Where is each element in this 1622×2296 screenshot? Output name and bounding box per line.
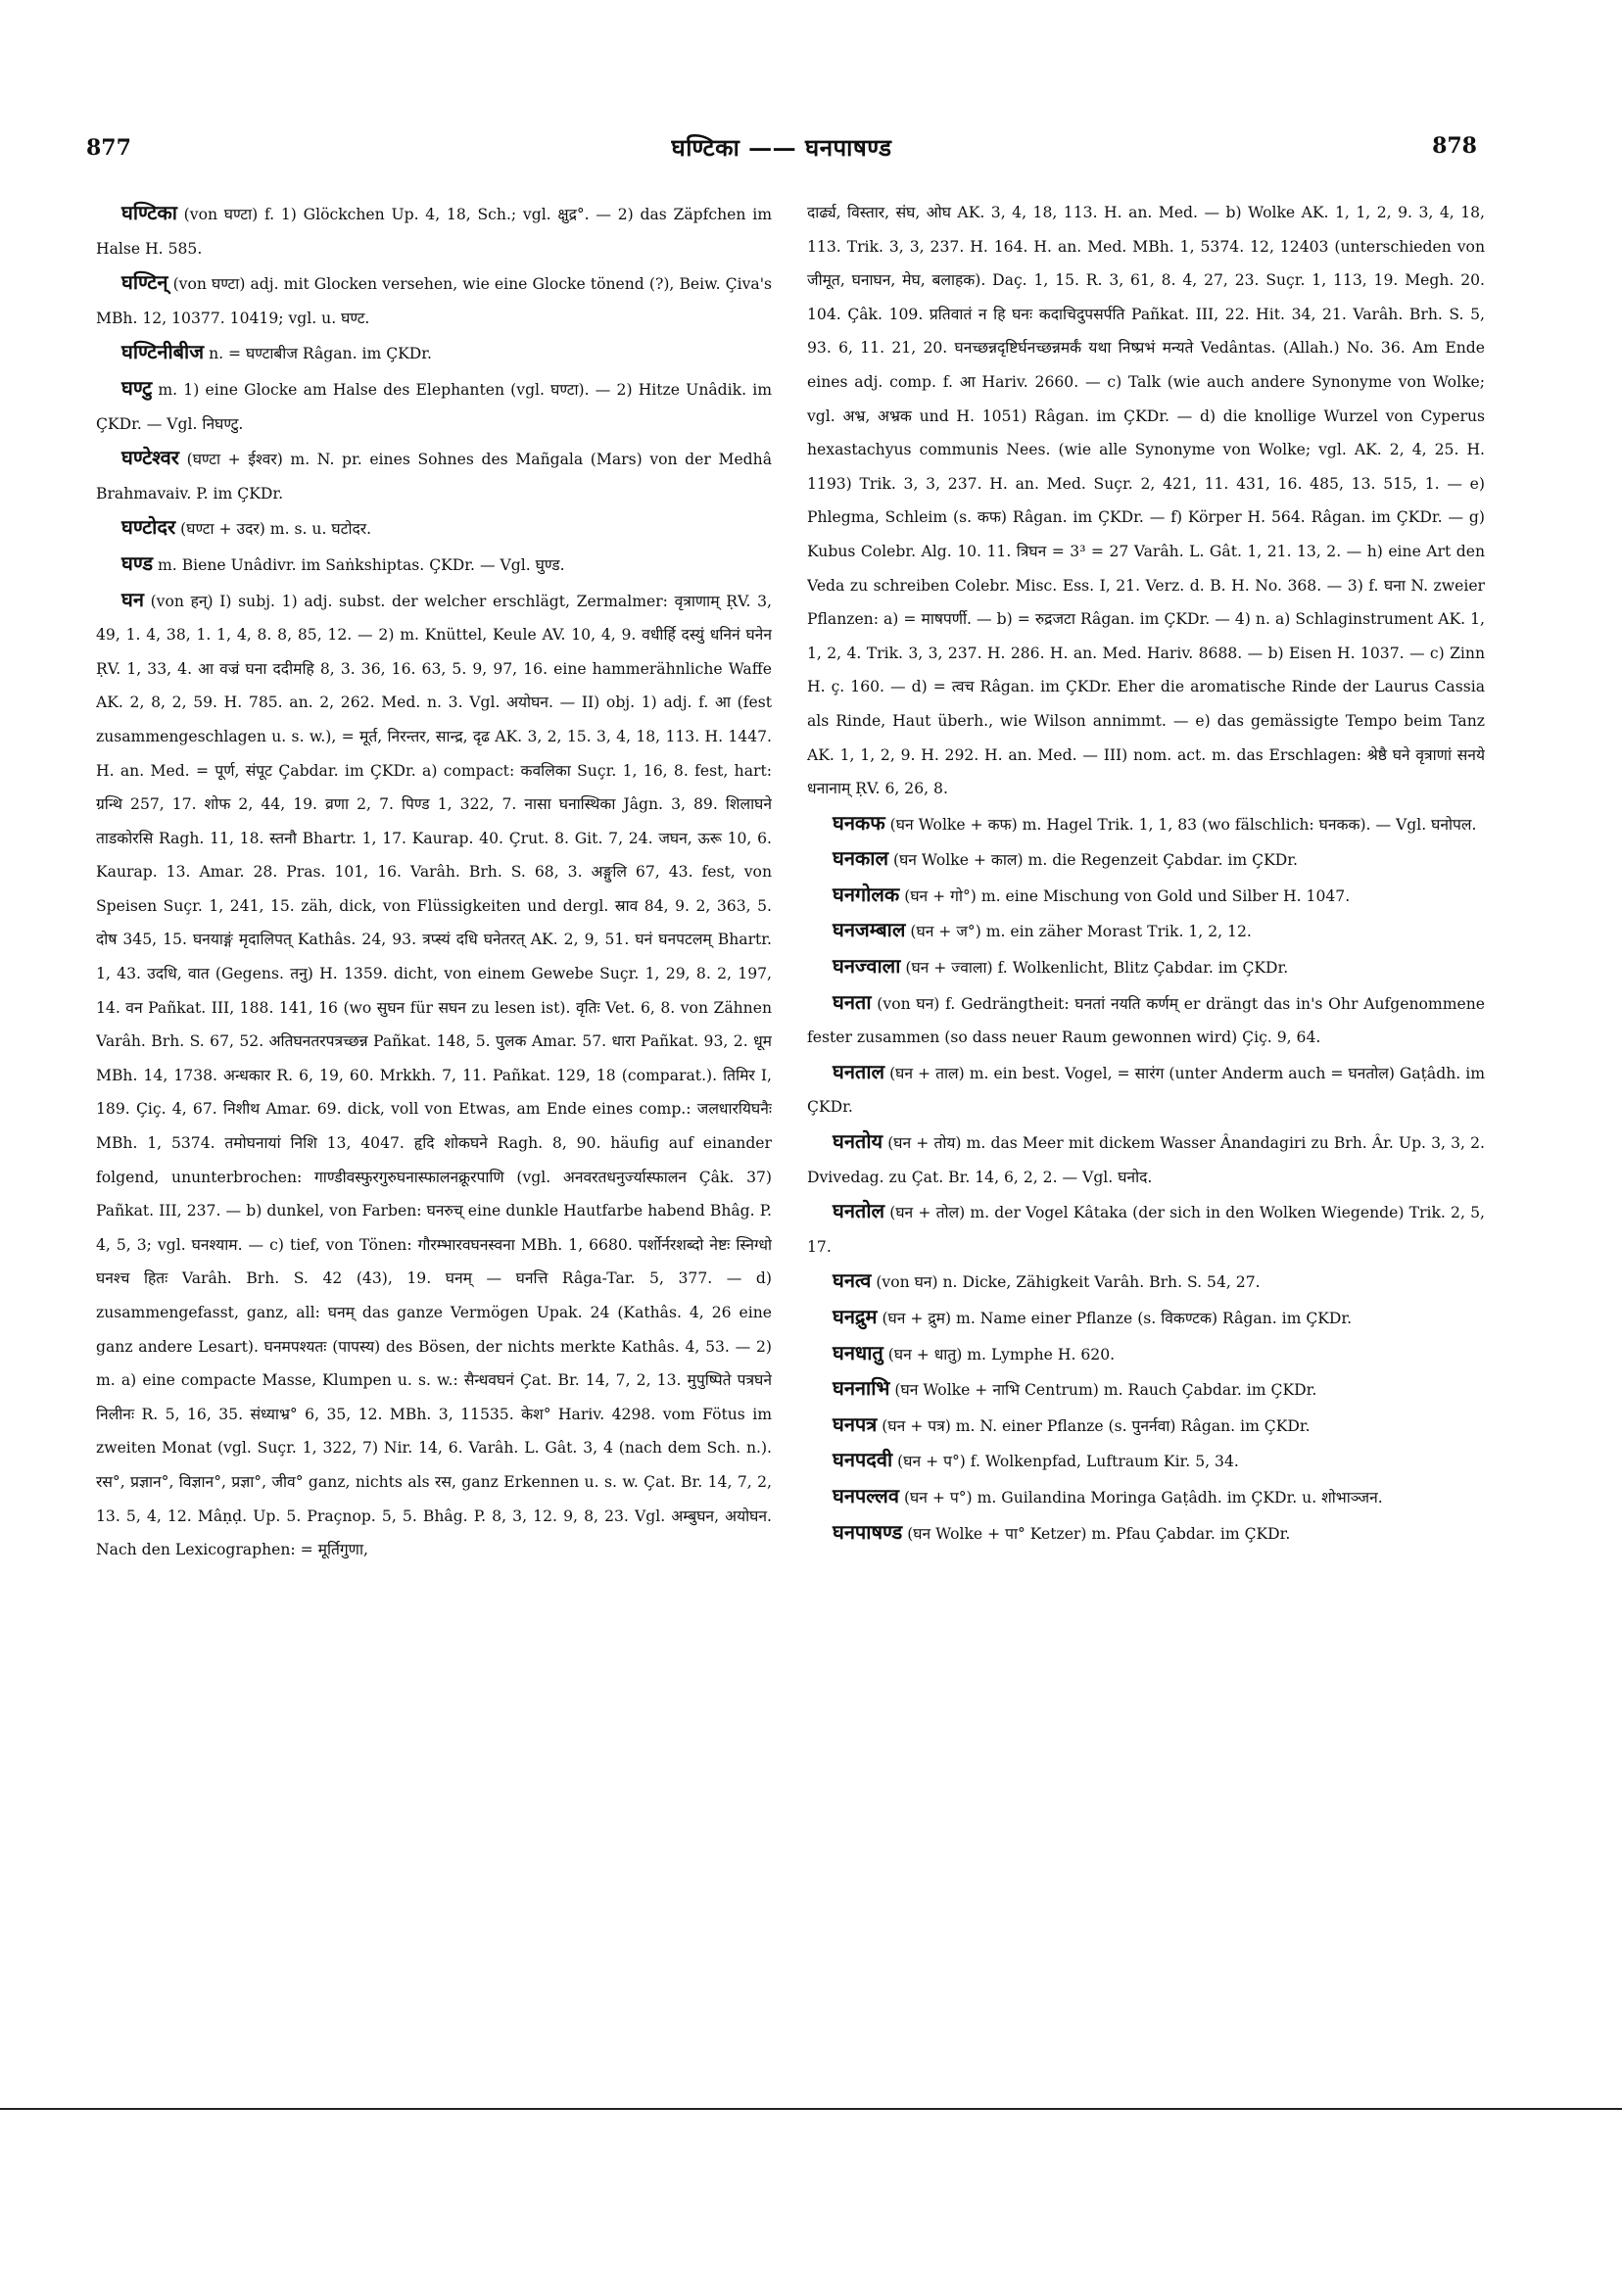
dictionary-entry — [96, 583, 772, 1567]
entry-text: (घन + ज°) m. ein zäher Morast Trik. 1, 2, 12. — [910, 923, 1252, 941]
entry-headword: घण्टु — [121, 375, 153, 400]
dictionary-entry — [807, 1408, 1485, 1444]
entry-text: (घण्टा + उदर) m. s. u. घटोदर. — [180, 520, 372, 539]
entry-text: n. = घण्टाबीज Râgan. im ÇKDr. — [209, 345, 433, 363]
entry-text: (von घण्टा) f. 1) Glöckchen Up. 4, 18, Sch.; vgl. क्षुद्र°. — 2) das Zäpfchen im Halse H. 585. — [96, 206, 772, 258]
entry-headword: घनगोलक — [833, 882, 900, 906]
entry-text: m. Biene Unâdivr. im Saṅkshiptas. ÇKDr. — Vgl. घुण्ड. — [158, 555, 565, 574]
entry-text: (घन + तोल) m. der Vogel Kâtaka (der sich in den Wolken Wiegende) Trik. 2, 5, 17. — [807, 1204, 1485, 1256]
dictionary-entry — [807, 1194, 1485, 1264]
entry-text: (घण्टा + ईश्वर) m. N. pr. eines Sohnes des Mañgala (Mars) von der Medhâ Brahmavaiv. P. im ÇKDr. — [96, 451, 772, 502]
entry-headword: घननाभि — [833, 1376, 890, 1401]
dictionary-entry — [807, 1515, 1485, 1552]
entry-headword: घनता — [833, 989, 872, 1014]
dictionary-entry — [807, 913, 1485, 949]
entry-headword: घनधातु — [833, 1340, 883, 1364]
entry-headword: घनपाषण्ड — [833, 1519, 903, 1544]
entry-headword: घनजम्बाल — [833, 918, 906, 942]
entry-text: (घन Wolke + काल) m. die Regenzeit Çabdar. im ÇKDr. — [893, 851, 1298, 870]
dictionary-entry — [807, 1479, 1485, 1515]
entry-text: (घन Wolke + नाभि Centrum) m. Rauch Çabdar. im ÇKDr. — [894, 1381, 1317, 1400]
page-number-left: 877 — [86, 135, 131, 161]
dictionary-entry — [96, 441, 772, 510]
entry-text: (घन Wolke + कफ) m. Hagel Trik. 1, 1, 83 (wo fälschlich: घनकक). — Vgl. घनोपल. — [889, 815, 1477, 834]
entry-headword: घण्टेश्वर — [121, 446, 179, 470]
dictionary-entry — [807, 949, 1485, 985]
entry-headword: घनत्व — [833, 1268, 872, 1293]
entry-headword: घनद्रुम — [833, 1305, 878, 1328]
dictionary-entry — [807, 1264, 1485, 1300]
dictionary-entry — [807, 1371, 1485, 1408]
entry-headword: घण्ड — [121, 550, 154, 575]
dictionary-entry — [807, 196, 1485, 806]
entry-text: (घन Wolke + पा° Ketzer) m. Pfau Çabdar. im ÇKDr. — [907, 1524, 1291, 1543]
entry-text: (von घन) f. Gedrängtheit: घनतां नयति कर्णम् er drängt das in's Ohr Aufgenommene fester zusammen (so dass neuer Raum gewonnen wird) Çiç. 9, 64. — [807, 994, 1485, 1047]
entry-headword: घनज्वाला — [833, 954, 901, 979]
dictionary-entry — [96, 196, 772, 265]
page-header — [86, 125, 1477, 165]
page-number-right: 878 — [1432, 133, 1477, 159]
entry-headword: घनकाल — [833, 846, 889, 871]
dictionary-entry — [807, 985, 1485, 1055]
dictionary-entry — [807, 1300, 1485, 1336]
dictionary-entry — [807, 1055, 1485, 1124]
dictionary-entry — [96, 547, 772, 583]
left-column — [96, 196, 772, 2057]
entry-headword: घनतोय — [833, 1129, 883, 1154]
dictionary-entry — [96, 265, 772, 335]
dictionary-entry — [96, 510, 772, 547]
entry-headword: घण्टोदर — [121, 515, 176, 540]
dictionary-entry — [807, 841, 1485, 878]
dictionary-entry — [96, 371, 772, 441]
entry-headword: घनकफ — [833, 810, 885, 835]
entry-headword: घनतोल — [833, 1199, 885, 1223]
entry-headword: घनपत्र — [833, 1411, 878, 1436]
bottom-rule — [0, 2108, 1622, 2110]
dictionary-entry — [96, 335, 772, 371]
entry-text: (घन + ताल) m. ein best. Vogel, = सारंग (unter Anderm auch = घनतोल) Gaṭâdh. im ÇKDr. — [807, 1064, 1485, 1117]
entry-text: (घन + पत्र) m. N. einer Pflanze (s. पुनर्नवा) Râgan. im ÇKDr. — [882, 1416, 1311, 1435]
entry-text: (घन + ज्वाला) f. Wolkenlicht, Blitz Çabdar. im ÇKDr. — [905, 959, 1289, 978]
entry-headword: घनपदवी — [833, 1448, 893, 1472]
entry-headword: घनपल्लव — [833, 1483, 899, 1507]
entry-headword: घन — [121, 587, 144, 611]
dictionary-entry — [807, 1124, 1485, 1194]
entry-text: (घन + प°) m. Guilandina Moringa Gaṭâdh. im ÇKDr. u. शोभाञ्जन. — [903, 1488, 1383, 1507]
dictionary-entry — [807, 1443, 1485, 1479]
entry-headword: घण्टिका — [121, 201, 177, 224]
entry-text: (von घन) n. Dicke, Zähigkeit Varâh. Brh. S. 54, 27. — [876, 1273, 1261, 1292]
entry-headword: घण्टिनीबीज — [121, 340, 205, 364]
dictionary-entry — [807, 878, 1485, 914]
dictionary-entry — [807, 806, 1485, 842]
entry-text: (von घण्टा) adj. mit Glocken versehen, wie eine Glocke tönend (?), Beiw. Çiva's MBh. 12, 10377. 10419; vgl. u. घण्ट. — [96, 275, 772, 327]
entry-headword: घण्टिन् — [121, 270, 168, 295]
entry-text: दार्ढ्य, विस्तार, संघ, ओघ AK. 3, 4, 18, 113. H. an. Med. — b) Wolke AK. 1, 1, 2, 9. 3, 4, 18, 113. Trik. 3, 3, 237. H. 164. H. an. Med. MBh. 1, 5374. 12, 12403 (unterschieden von जीमूत, घनाघन, मेघ, बलाहक). Daç. 1, 15. R. 3, 61, 8. 4, 27, 23. Suçr. 1, 113, 19. Megh. 20. 104. Çâk. 109. प्रतिवातं न हि घनः कदाचिदुपसर्पति Pañkat. III, 22. Hit. 34, 21. Varâh. Brh. S. 5, 93. 6, 11. 21, 20. घनच्छन्नदृष्टिर्घनच्छन्नमर्कं यथा निष्प्रभं मन्यते Vedântas. (Allah.) No. 36. Am Ende eines adj. comp. f. आ Hariv. 2660. — c) Talk (wie auch andere Synonyme von Wolke; vgl. अभ्र, अभ्रक und H. 1051) Râgan. im ÇKDr. — d) die knollige Wurzel von Cyperus hexastachyus communis Nees. (wie alle Synonyme von Wolke; vgl. AK. 2, 4, 25. H. 1193) Trik. 3, 3, 237. H. an. Med. Suçr. 2, 421, 11. 431, 16. 485, 13. 515, 1. — e) Phlegma, Schleim (s. कफ) Râgan. im ÇKDr. — f) Körper H. 564. Râgan. im ÇKDr. — g) Kubus Colebr. Alg. 10. 11. त्रिघन = 3³ = 27 Varâh. L. Gât. 1, 21. 13, 2. — h) eine Art den Veda zu schreiben Colebr. Misc. Ess. I, 21. Verz. d. B. H. No. 368. — 3) f. घना N. zweier Pflanzen: a) = माषपर्णी. — b) = रुद्रजटा Râgan. im ÇKDr. — 4) n. a) Schlaginstrument AK. 1, 1, 2, 4. Trik. 3, 3, 237. H. 286. H. an. Med. Hariv. 8688. — b) Eisen H. 1037. — c) Zinn H. ç. 160. — d) = त्वच Râgan. im ÇKDr. Eher die aromatische Rinde der Laurus Cassia als Rinde, Haut überh., wie Wilson annimmt. — e) das gemässigte Tempo beim Tanz AK. 1, 1, 2, 9. H. 292. H. an. Med. — III) nom. act. m. das Erschlagen: श्रेष्ठै घने वृत्राणां सनये धनानाम् ṚV. 6, 26, 8. — [807, 204, 1485, 798]
running-head: घण्टिका —— घनपाषण्ड — [671, 133, 892, 162]
dictionary-entry — [807, 1336, 1485, 1372]
right-column — [807, 196, 1485, 2057]
entry-text: (घन + धातु) m. Lymphe H. 620. — [887, 1345, 1116, 1363]
entry-text: (घन + प°) f. Wolkenpfad, Luftraum Kir. 5, 34. — [897, 1453, 1239, 1471]
entry-text: m. 1) eine Glocke am Halse des Elephanten (vgl. घण्टा). — 2) Hitze Unâdik. im ÇKDr. — Vgl. निघण्टु. — [96, 380, 772, 433]
entry-text: (घन + गो°) m. eine Mischung von Gold und Silber H. 1047. — [904, 886, 1351, 905]
entry-text: (घन + तोय) m. das Meer mit dickem Wasser Ânandagiri zu Brh. Âr. Up. 3, 3, 2. Dvivedag. zu Çat. Br. 14, 6, 2, 2. — Vgl. घनोद. — [807, 1134, 1485, 1186]
entry-headword: घनताल — [833, 1059, 885, 1083]
entry-text: (von हन्) I) subj. 1) adj. subst. der welcher erschlägt, Zermalmer: वृत्राणाम् ṚV. 3, 49, 1. 4, 38, 1. 1, 4, 8. 8, 85, 12. — 2) m. Knüttel, Keule AV. 10, 4, 9. वधीर्हि दस्युं धनिनं घनेन ṚV. 1, 33, 4. आ वज्रं घना ददीमहि 8, 3. 36, 16. 63, 5. 9, 97, 16. eine hammerähnliche Waffe AK. 2, 8, 2, 59. H. 785. an. 2, 262. Med. n. 3. Vgl. अयोघन. — II) obj. 1) adj. f. आ (fest zusammengeschlagen u. s. w.), = मूर्त, निरन्तर, सान्द्र, दृढ AK. 3, 2, 15. 3, 4, 18, 113. H. 1447. H. an. Med. = पूर्ण, संपूट Çabdar. im ÇKDr. a) compact: कवलिका Suçr. 1, 16, 8. fest, hart: ग्रन्थि 257, 17. शोफ 2, 44, 19. व्रणा 2, 7. पिण्ड 1, 322, 7. नासा घनास्थिका Jâgn. 3, 89. शिलाघने ताडकोरसि Ragh. 11, 18. स्तनौ Bhartr. 1, 17. Kaurap. 40. Çrut. 8. Git. 7, 24. जघन, ऊरू 10, 6. Kaurap. 13. Amar. 28. Pras. 101, 16. Varâh. Brh. S. 68, 3. अङ्गुलि 67, 43. fest, von Speisen Suçr. 1, 241, 15. zäh, dick, von Flüssigkeiten und dergl. स्राव 84, 9. 2, 363, 5. दोष 345, 15. घनयाङ्गं मृदालिपत् Kathâs. 24, 93. त्रप्स्यं दधि घनेतरत् AK. 2, 9, 51. घनं घनपटलम् Bhartr. 1, 43. उदधि, वात (Gegens. तनु) H. 1359. dicht, von einem Gewebe Suçr. 1, 29, 8. 2, 197, 14. वन Pañkat. III, 188. 141, 16 (wo सुघन für सघन zu lesen ist). वृतिः Vet. 6, 8. von Zähnen Varâh. Brh. S. 67, 52. अतिघनतरपत्रच्छन्न Pañkat. 148, 5. पुलक Amar. 57. धारा Pañkat. 93, 2. धूम MBh. 14, 1738. अन्धकार R. 6, 19, 60. Mrkkh. 7, 11. Pañkat. 129, 18 (comparat.). तिमिर I, 189. Çiç. 4, 67. निशीथ Amar. 69. dick, voll von Etwas, am Ende eines comp.: जलधारयिघनैः MBh. 1, 5374. तमोघनायां निशि 13, 4047. हृदि शोकघने Ragh. 8, 90. häufig auf einander folgend, ununterbrochen: गाण्डीवस्फुरगुरुघनास्फालनक्रूरपाणि (vgl. अनवरतधनुर्ज्यास्फालन Çâk. 37) Pañkat. III, 237. — b) dunkel, von Farben: घनरुच् eine dunkle Hautfarbe habend Bhâg. P. 4, 5, 3; vgl. घनश्याम. — c) tief, von Tönen: गौरम्भारवघनस्वना MBh. 1, 6680. पर्शोर्नरशब्दो नेष्टः स्निग्धो घनश्च हितः Varâh. Brh. S. 42 (43), 19. घनम् — घनत्ति Râga-Tar. 5, 377. — d) zusammengefasst, ganz, all: घनम् das ganze Vermögen Upak. 24 (Kathâs. 4, 26 eine ganz andere Lesart). घनमपश्यतः (पापस्य) des Bösen, der nichts merkte Kathâs. 4, 53. — 2) m. a) eine compacte Masse, Klumpen u. s. w.: सैन्धवघनं Çat. Br. 14, 7, 2, 13. मुपुष्पिते पत्रघने निलीनः R. 5, 16, 35. संध्याभ्र° 6, 35, 12. MBh. 3, 11535. केश° Hariv. 4298. vom Fötus im zweiten Monat (vgl. Suçr. 1, 322, 7) Nir. 14, 6. Varâh. L. Gât. 3, 4 (nach dem Sch. n.). रस°, प्रज्ञान°, विज्ञान°, प्रज्ञा°, जीव° ganz, nichts als रस, ganz Erkennen u. s. w. Çat. Br. 14, 7, 2, 13. 5, 4, 12. Mâṇḍ. Up. 5. Praçnop. 5, 5. Bhâg. P. 8, 3, 12. 9, 8, 23. Vgl. अम्बुघन, अयोघन. Nach den Lexicographen: = मूर्तिगुणा, — [96, 592, 772, 1559]
entry-text: (घन + द्रुम) m. Name einer Pflanze (s. विकण्टक) Râgan. im ÇKDr. — [882, 1310, 1353, 1327]
